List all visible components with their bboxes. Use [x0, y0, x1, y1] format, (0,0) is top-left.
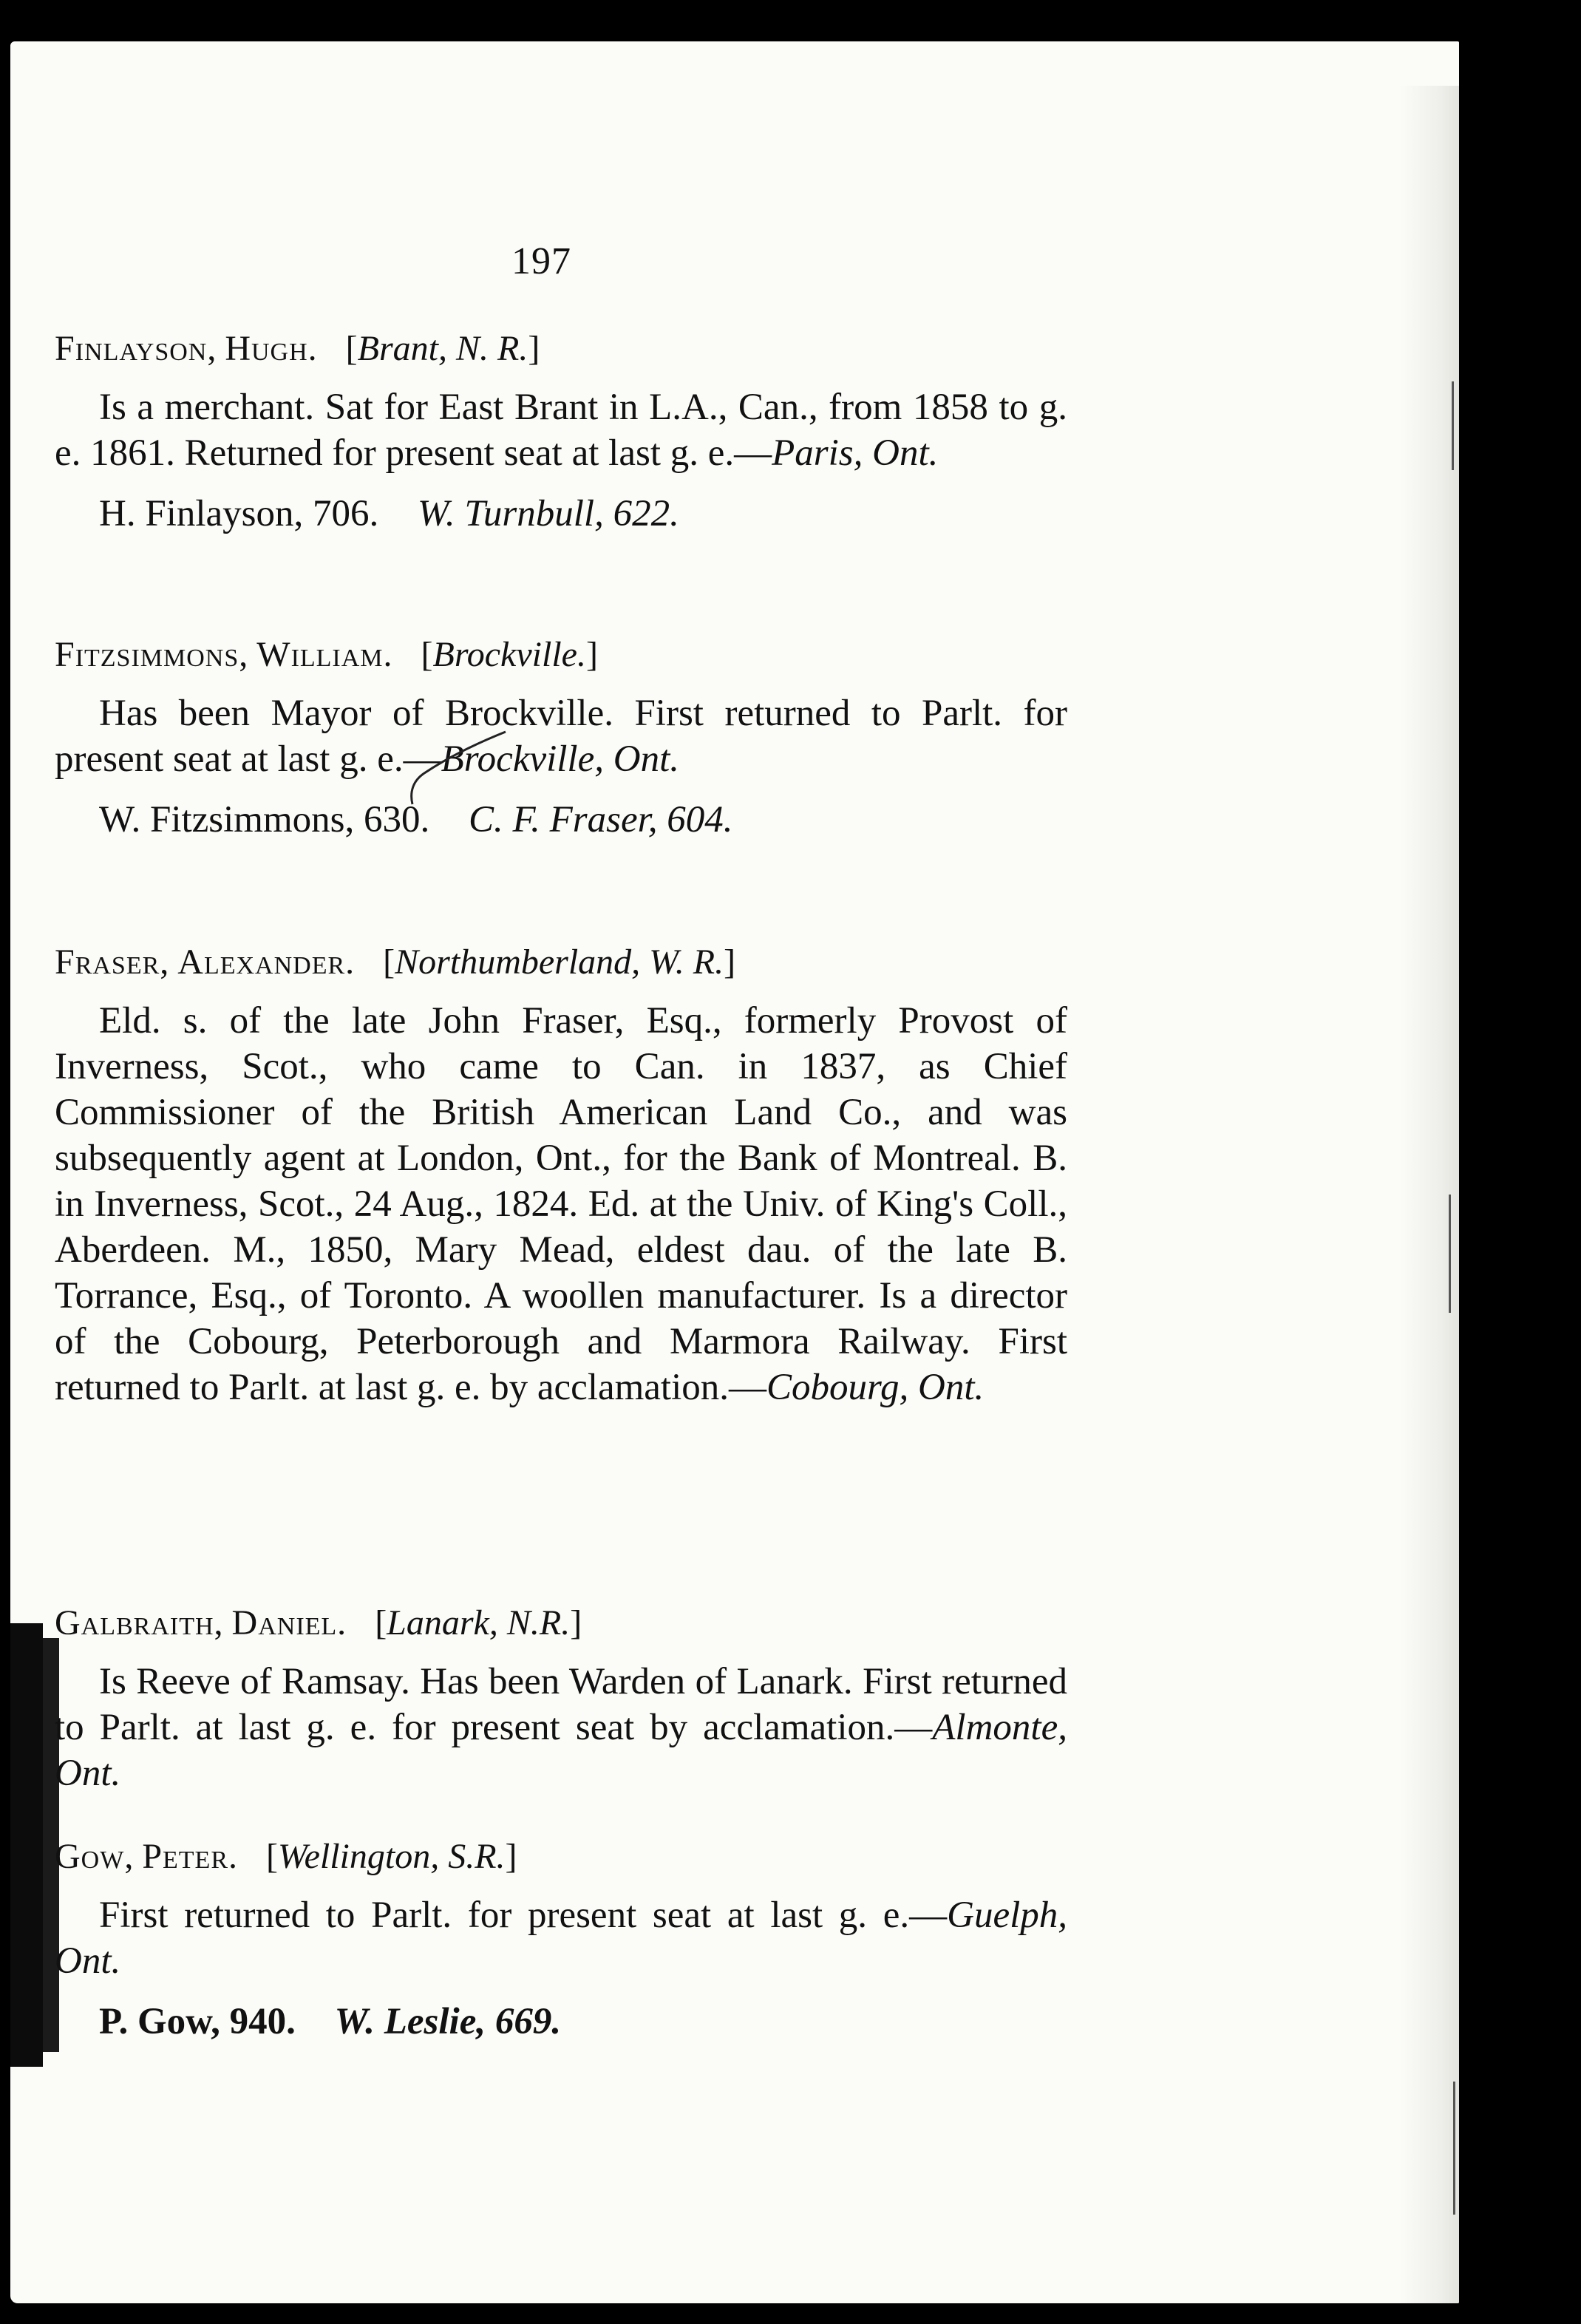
constituency: [Lanark, N.R.] [375, 1603, 582, 1642]
entry-heading: Galbraith, Daniel. [Lanark, N.R.] [55, 1603, 582, 1642]
loser-votes: W. Turnbull, 622. [418, 493, 679, 534]
entry-biography: Is a merchant. Sat for East Brant in L.A., Can., from 1858 to g. e. 1861. Returned for present seat at last g. e.—Paris, Ont. [55, 387, 1067, 474]
book-page [10, 41, 1459, 2303]
member-surname: Fitzsimmons [55, 635, 239, 674]
member-surname: Galbraith [55, 1603, 214, 1642]
entry-galbraith [55, 1601, 1067, 1796]
member-surname: Fraser [55, 942, 160, 982]
entry-biography: Has been Mayor of Brockville. First returned to Parlt. for present seat at last g. e.—Brockville, Ont. [55, 693, 1067, 780]
entry-finlayson [55, 327, 1067, 537]
member-surname: Gow [55, 1837, 125, 1876]
entry-fraser [55, 940, 1067, 1410]
entry-address: Paris, Ont. [772, 432, 939, 474]
constituency: [Wellington, S.R.] [266, 1837, 517, 1876]
election-results [55, 797, 1067, 843]
entry-heading: Fraser, Alexander. [Northumberland, W. R.] [55, 942, 736, 982]
entry-biography: Eld. s. of the late John Fraser, Esq., formerly Provost of Inverness, Scot., who came to Can. in 1837, as Chief Commissioner of the British American Land Co., and was subsequently agent at London, Ont., for the Bank of Montreal. B. in Inverness, Scot., 24 Aug., 1824. Ed. at the Univ. of King's Coll., Aberdeen. M., 1850, Mary Mead, eldest dau. of the late B. Torrance, Esq., of Toronto. A woollen manufacturer. Is a director of the Cobourg, Peterborough and Marmora Railway. First returned to Parlt. at last g. e. by acclamation.—Cobourg, Ont. [55, 1000, 1067, 1408]
member-given-name: Alexander. [177, 942, 356, 982]
constituency: [Brant, N. R.] [345, 329, 540, 368]
page-gutter-edge [1400, 86, 1459, 2303]
winner-votes: H. Finlayson, 706. [99, 493, 379, 534]
loser-votes: W. Leslie, 669. [334, 2001, 562, 2042]
entry-heading: Fitzsimmons, William. [Brockville.] [55, 635, 598, 674]
entry-heading: Gow, Peter. [Wellington, S.R.] [55, 1837, 517, 1876]
entry-biography: First returned to Parlt. for present seat at last g. e.—Guelph, Ont. [55, 1895, 1067, 1982]
entry-address: Cobourg, Ont. [766, 1367, 985, 1408]
member-given-name: Peter. [142, 1837, 238, 1876]
entry-address: Almonte, Ont. [55, 1707, 1067, 1794]
constituency: [Brockville.] [421, 635, 598, 674]
loser-votes: C. F. Fraser, 604. [469, 799, 733, 840]
pencil-mark [380, 721, 528, 810]
winner-votes: P. Gow, 940. [99, 2001, 296, 2042]
entry-biography: Is Reeve of Ramsay. Has been Warden of Lanark. First returned to Parlt. at last g. e. for present seat by acclamation.—Almonte, Ont. [55, 1661, 1067, 1794]
page-number: 197 [511, 240, 571, 282]
member-surname: Finlayson [55, 329, 208, 368]
member-given-name: William. [256, 635, 393, 674]
member-given-name: Daniel. [231, 1603, 347, 1642]
member-given-name: Hugh. [225, 329, 318, 368]
winner-votes: W. Fitzsimmons, 630. [99, 799, 430, 840]
election-results [55, 1999, 1067, 2045]
constituency: [Northumberland, W. R.] [383, 942, 736, 982]
election-results [55, 491, 1067, 537]
entry-gow [55, 1835, 1067, 2045]
entry-address: Guelph, Ont. [55, 1895, 1067, 1982]
entry-fitzsimmons [55, 633, 1067, 843]
entry-address: Brockville, Ont. [441, 738, 679, 780]
entry-heading: Finlayson, Hugh. [Brant, N. R.] [55, 329, 540, 368]
